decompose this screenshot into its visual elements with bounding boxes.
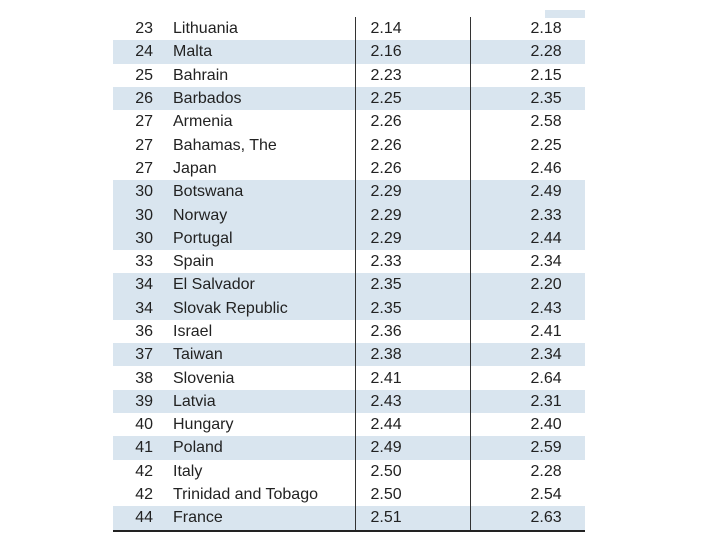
table-row bbox=[113, 133, 585, 156]
country-cell: Japan bbox=[173, 159, 217, 177]
country-cell: Hungary bbox=[173, 416, 234, 434]
rank-cell: 39 bbox=[113, 390, 161, 413]
score-cell: 2.29 bbox=[355, 180, 470, 203]
rank-cell: 24 bbox=[113, 40, 161, 63]
score-prev-cell: 2.35 bbox=[470, 87, 585, 110]
score-cell: 2.26 bbox=[355, 110, 470, 133]
score-cell: 2.49 bbox=[355, 436, 470, 459]
table-row bbox=[113, 390, 585, 413]
score-cell: 2.44 bbox=[355, 413, 470, 436]
score-cell: 2.26 bbox=[355, 157, 470, 180]
country-cell: Botswana bbox=[161, 180, 355, 203]
score-cell: 2.35 bbox=[355, 297, 470, 320]
table-row bbox=[113, 297, 585, 320]
score-prev-cell: 2.58 bbox=[470, 110, 585, 133]
table-row bbox=[113, 110, 585, 133]
table-row bbox=[113, 273, 585, 296]
table-row bbox=[113, 343, 585, 366]
table-row bbox=[113, 506, 585, 530]
score-prev-cell: 2.34 bbox=[470, 343, 585, 366]
score-prev-cell: 2.33 bbox=[470, 203, 585, 226]
score-prev-cell: 2.34 bbox=[470, 250, 585, 273]
table-row bbox=[113, 227, 585, 250]
table-row bbox=[113, 203, 585, 226]
table-row bbox=[113, 180, 585, 203]
country-cell: El Salvador bbox=[161, 273, 355, 296]
score-cell: 2.38 bbox=[355, 343, 470, 366]
country-cell: Poland bbox=[161, 436, 355, 459]
rank-cell: 30 bbox=[113, 203, 161, 226]
country-cell: Bahrain bbox=[173, 66, 229, 84]
rank-cell: 30 bbox=[113, 180, 161, 203]
rank-cell: 34 bbox=[113, 273, 161, 296]
country-cell: France bbox=[161, 506, 355, 530]
score-prev-cell: 2.54 bbox=[470, 483, 585, 506]
score-cell: 2.36 bbox=[355, 320, 470, 343]
rank-cell: 33 bbox=[135, 253, 153, 271]
score-cell: 2.50 bbox=[355, 483, 470, 506]
ranking-table-body bbox=[113, 17, 585, 531]
score-cell: 2.16 bbox=[355, 40, 470, 63]
table-row bbox=[113, 483, 585, 506]
score-prev-cell: 2.40 bbox=[470, 413, 585, 436]
table-row bbox=[113, 157, 585, 180]
score-prev-cell: 2.43 bbox=[470, 297, 585, 320]
country-cell: Armenia bbox=[173, 113, 233, 131]
table-row bbox=[113, 40, 585, 63]
country-cell: Taiwan bbox=[161, 343, 355, 366]
score-prev-cell: 2.28 bbox=[470, 40, 585, 63]
score-cell: 2.14 bbox=[355, 17, 470, 40]
score-cell: 2.41 bbox=[355, 366, 470, 389]
rank-cell: 42 bbox=[135, 486, 153, 504]
score-prev-cell: 2.63 bbox=[470, 506, 585, 530]
country-cell: Spain bbox=[173, 253, 214, 271]
table-row bbox=[113, 460, 585, 483]
rank-cell: 36 bbox=[135, 323, 153, 340]
rank-cell: 42 bbox=[135, 462, 153, 480]
rank-cell: 23 bbox=[135, 20, 153, 38]
score-prev-cell: 2.28 bbox=[470, 460, 585, 483]
score-prev-cell: 2.20 bbox=[470, 273, 585, 296]
table-row bbox=[113, 87, 585, 110]
score-prev-cell: 2.25 bbox=[470, 133, 585, 156]
country-cell: Slovenia bbox=[173, 369, 235, 387]
rank-cell: 44 bbox=[113, 506, 161, 530]
country-cell: Slovak Republic bbox=[161, 297, 355, 320]
country-cell: Lithuania bbox=[173, 20, 238, 38]
score-cell: 2.35 bbox=[355, 273, 470, 296]
score-prev-cell: 2.41 bbox=[470, 320, 585, 343]
table-row bbox=[113, 17, 585, 40]
rank-cell: 27 bbox=[135, 113, 153, 131]
country-cell: Israel bbox=[173, 323, 213, 340]
country-cell: Italy bbox=[173, 462, 203, 480]
score-prev-cell: 2.18 bbox=[470, 17, 585, 40]
score-prev-cell: 2.31 bbox=[470, 390, 585, 413]
rank-cell: 40 bbox=[135, 416, 153, 434]
score-cell: 2.43 bbox=[355, 390, 470, 413]
score-cell: 2.26 bbox=[355, 133, 470, 156]
table-row bbox=[113, 436, 585, 459]
rank-cell: 41 bbox=[113, 436, 161, 459]
table-row bbox=[113, 366, 585, 389]
rank-cell: 25 bbox=[135, 66, 153, 84]
score-cell: 2.50 bbox=[355, 460, 470, 483]
rank-cell: 38 bbox=[135, 369, 153, 387]
table-row bbox=[113, 250, 585, 273]
country-cell: Latvia bbox=[161, 390, 355, 413]
score-cell: 2.23 bbox=[355, 64, 470, 87]
table-row bbox=[113, 64, 585, 87]
score-prev-cell: 2.59 bbox=[470, 436, 585, 459]
score-cell: 2.29 bbox=[355, 227, 470, 250]
rank-cell: 30 bbox=[113, 227, 161, 250]
country-cell: Trinidad and Tobago bbox=[173, 486, 318, 504]
rank-cell: 37 bbox=[113, 343, 161, 366]
rank-cell: 27 bbox=[135, 136, 153, 154]
score-prev-cell: 2.44 bbox=[470, 227, 585, 250]
score-cell: 2.51 bbox=[355, 506, 470, 530]
country-cell: Norway bbox=[161, 203, 355, 226]
ranking-table bbox=[113, 17, 585, 532]
table-row bbox=[113, 413, 585, 436]
rank-cell: 27 bbox=[135, 159, 153, 177]
rank-cell: 34 bbox=[113, 297, 161, 320]
table-row bbox=[113, 320, 585, 343]
country-cell: Bahamas, The bbox=[173, 136, 277, 154]
score-prev-cell: 2.46 bbox=[470, 157, 585, 180]
country-cell: Malta bbox=[161, 40, 355, 63]
score-cell: 2.29 bbox=[355, 203, 470, 226]
score-prev-cell: 2.15 bbox=[470, 64, 585, 87]
score-cell: 2.25 bbox=[355, 87, 470, 110]
country-cell: Barbados bbox=[161, 87, 355, 110]
score-prev-cell: 2.64 bbox=[470, 366, 585, 389]
score-prev-cell: 2.49 bbox=[470, 180, 585, 203]
rank-cell: 26 bbox=[113, 87, 161, 110]
score-cell: 2.33 bbox=[355, 250, 470, 273]
country-cell: Portugal bbox=[161, 227, 355, 250]
